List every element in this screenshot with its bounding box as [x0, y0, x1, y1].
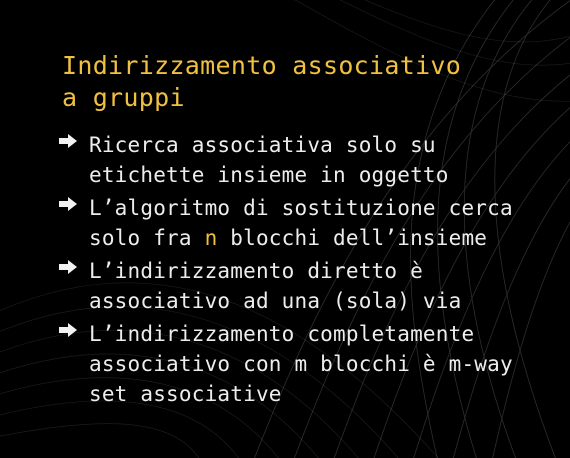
bullet-item [58, 130, 558, 190]
bullet-text-segment: blocchi dell’insieme [217, 226, 488, 250]
bullet-text-segment: solo fra [89, 226, 205, 250]
bullet-list [58, 130, 558, 412]
bullet-item [58, 256, 558, 316]
bullet-text-line: Ricerca associativa solo su [89, 133, 436, 157]
arrow-right-icon [58, 322, 78, 338]
highlighted-variable-n: n [204, 226, 218, 250]
bullet-text-line: associativo ad una (sola) via [89, 289, 462, 313]
arrow-right-icon [58, 196, 78, 212]
bullet-text-line: L’indirizzamento completamente [89, 322, 475, 346]
slide-title-line-2: a gruppi [62, 83, 185, 112]
arrow-right-icon [58, 133, 78, 149]
arrow-right-icon [58, 259, 78, 275]
bullet-text-line: L’indirizzamento diretto è [89, 259, 423, 283]
bullet-text-line: associativo con m blocchi è m-way [89, 352, 513, 376]
bullet-text-line [89, 223, 558, 253]
bullet-item [58, 193, 558, 253]
bullet-item [58, 319, 558, 409]
bullet-text-line: L’algoritmo di sostituzione cerca [89, 196, 513, 220]
slide-title [62, 50, 552, 114]
slide-title-line-1: Indirizzamento associativo [62, 51, 462, 80]
bullet-text-line: etichette insieme in oggetto [89, 163, 449, 187]
bullet-text-line: set associative [89, 382, 282, 406]
